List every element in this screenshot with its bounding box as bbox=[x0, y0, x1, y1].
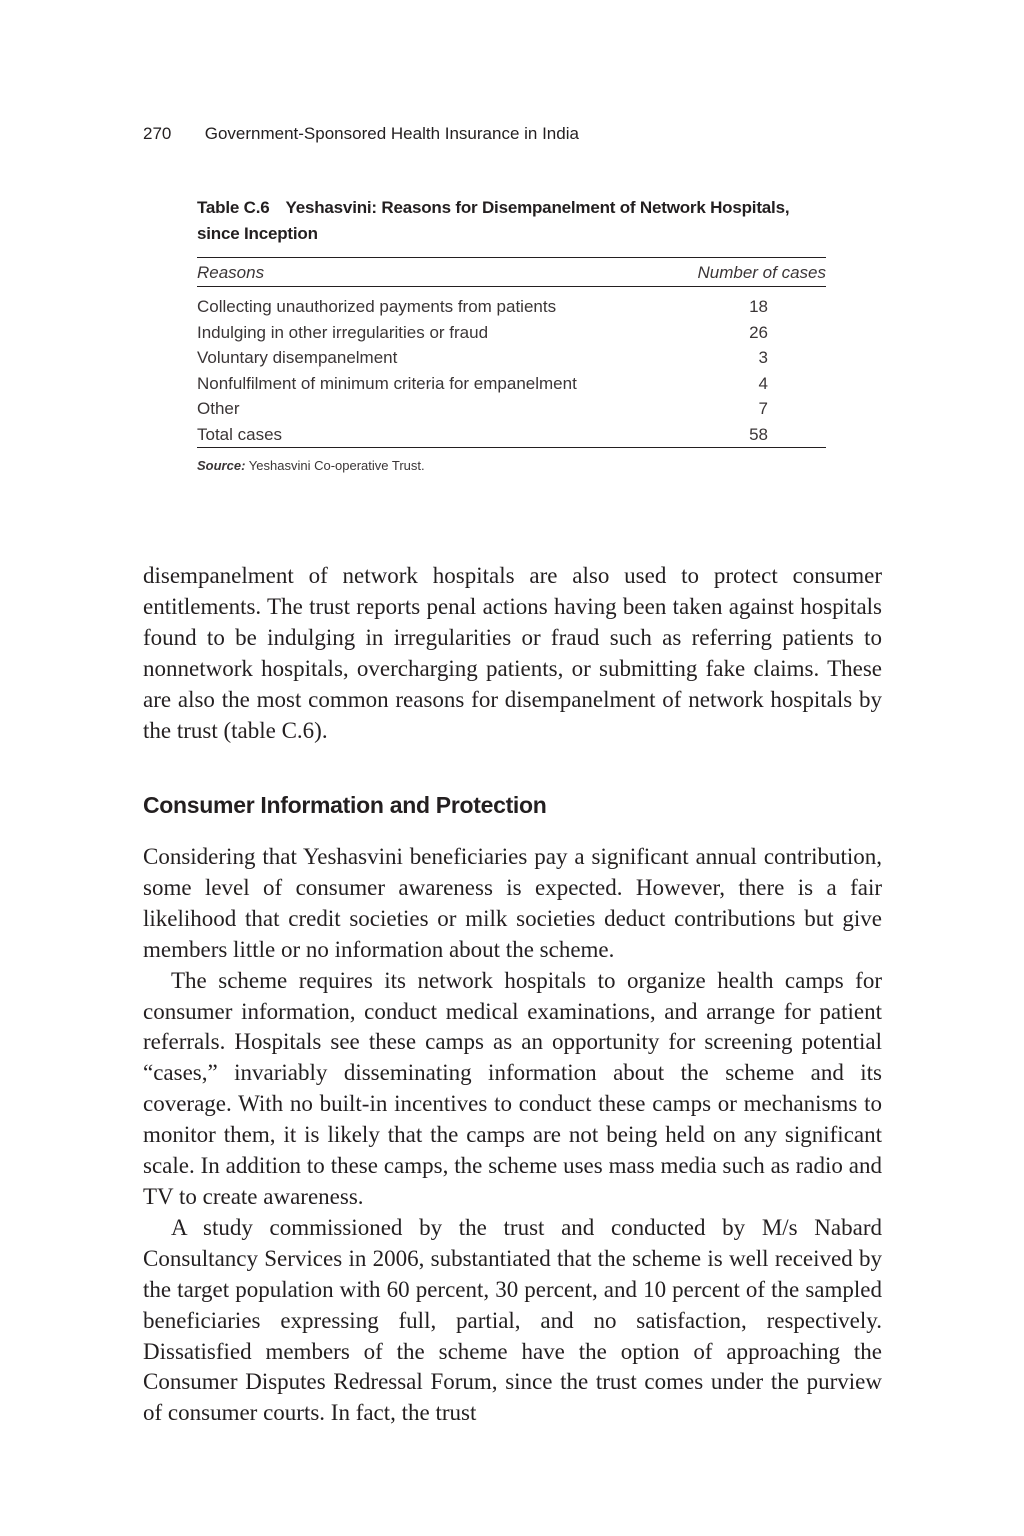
page-number: 270 bbox=[143, 124, 172, 143]
table-row bbox=[197, 345, 826, 371]
table-title: Yeshasvini: Reasons for Disempanelment of Network Hospitals, since Inception bbox=[197, 198, 790, 243]
table-row bbox=[197, 320, 826, 346]
table-row bbox=[197, 396, 826, 422]
count-cell: 3 bbox=[758, 348, 768, 367]
source-label: Source: bbox=[197, 458, 246, 473]
table-block bbox=[197, 195, 826, 473]
paragraph: A study commissioned by the trust and conducted by M/s Nabard Consultancy Services in 2006, substantiated that the scheme is well received by the target population with 60 percent, 30 percent, and 10 percent of the sampled beneficiaries expressing full, partial, and no satisfaction, respectively. Dissatisfied members of the scheme have the option of approaching the Consumer Disputes Redressal Forum, since the trust comes under the purview of consumer courts. In fact, the trust bbox=[143, 1214, 882, 1426]
disempanelment-table bbox=[197, 257, 826, 448]
body-text-continued bbox=[143, 561, 882, 746]
reason-cell: Nonfulfilment of minimum criteria for empanelment bbox=[197, 373, 577, 393]
section-consumer-information bbox=[143, 790, 882, 1429]
count-cell: 7 bbox=[758, 399, 768, 418]
reason-cell: Voluntary disempanelment bbox=[197, 348, 398, 367]
running-title: Government-Sponsored Health Insurance in India bbox=[204, 124, 579, 143]
count-cell: 58 bbox=[667, 422, 826, 448]
column-header-number-of-cases: Number of cases bbox=[667, 258, 826, 287]
column-header-reasons: Reasons bbox=[197, 258, 667, 287]
source-text: Yeshasvini Co-operative Trust. bbox=[248, 458, 425, 473]
table-header-row bbox=[197, 258, 826, 287]
section-heading: Consumer Information and Protection bbox=[143, 792, 547, 818]
count-cell: 26 bbox=[749, 322, 768, 342]
count-cell: 18 bbox=[749, 297, 768, 316]
paragraph: disempanelment of network hospitals are also used to protect consumer entitlements. The trust reports penal actions having been taken against hospitals found to be indulging in irregularities or fraud such as referring patients to nonnetwork hospitals, overcharging patients, or submitting fake claims. These are also the most common reasons for disempanelment of network hospitals by the trust (table C.6). bbox=[143, 563, 882, 743]
table-caption bbox=[197, 195, 826, 247]
table-label: Table C.6 bbox=[197, 198, 270, 217]
reason-cell: Other bbox=[197, 399, 240, 418]
table-source-note bbox=[197, 458, 826, 473]
reason-cell: Indulging in other irregularities or fraud bbox=[197, 322, 489, 342]
paragraph: Considering that Yeshasvini beneficiaries pay a significant annual contribution, some level of consumer awareness is expected. However, there is a fair likelihood that credit societies or milk societies deduct contributions but give members little or no information about the scheme. bbox=[143, 844, 882, 962]
paragraph: The scheme requires its network hospitals to organize health camps for consumer information, conduct medical examinations, and arrange for patient referrals. Hospitals see these camps as an opportunity for screening potential “cases,” invariably disseminating information about the scheme and its coverage. With no built-in incentives to conduct these camps or mechanisms to monitor them, it is likely that the camps are not being held on any significant scale. In addition to these camps, the scheme uses mass media such as radio and TV to create awareness. bbox=[143, 967, 882, 1209]
table-row bbox=[197, 287, 826, 320]
table-row-total bbox=[197, 422, 826, 448]
reason-cell: Collecting unauthorized payments from patients bbox=[197, 297, 557, 316]
reason-cell: Total cases bbox=[197, 422, 667, 448]
count-cell: 4 bbox=[758, 373, 768, 393]
running-head bbox=[143, 124, 579, 144]
table-row bbox=[197, 371, 826, 397]
